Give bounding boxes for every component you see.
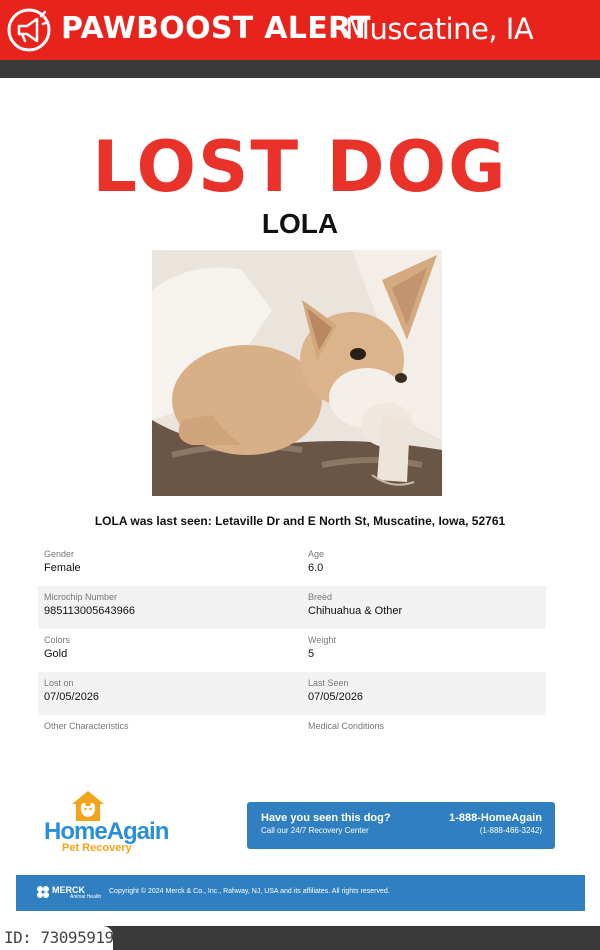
detail-label: Weight	[308, 635, 336, 645]
last-seen-text: LOLA was last seen: Letaville Dr and E North St, Muscatine, Iowa, 52761	[94, 514, 506, 528]
megaphone-icon	[7, 8, 51, 52]
merck-logo	[52, 885, 101, 900]
merck-wordmark: MERCK	[52, 885, 85, 895]
details-row	[38, 629, 546, 672]
detail-value: 985113005643966	[44, 605, 135, 617]
detail-medical-conditions	[308, 721, 384, 733]
copyright-text: Copyright © 2024 Merck & Co., Inc., Rahway, NJ, USA and its affiliates. All rights reserved.	[109, 888, 390, 895]
chihuahua-photo	[152, 250, 442, 496]
detail-label: Last Seen	[308, 678, 349, 688]
detail-gender	[44, 549, 81, 575]
detail-colors	[44, 635, 70, 661]
merck-subtext: Animal Health	[70, 894, 102, 900]
detail-breed	[308, 592, 402, 618]
merck-logo-icon	[36, 885, 50, 899]
homeagain-word-again: Again	[106, 818, 169, 845]
details-row	[38, 715, 546, 758]
detail-age	[308, 549, 324, 575]
detail-label: Age	[308, 549, 325, 559]
alert-location: Muscatine, IA	[345, 12, 534, 46]
detail-label: Medical Conditions	[308, 721, 385, 731]
detail-last-seen	[308, 678, 363, 704]
poster-headline: LOST DOG	[92, 126, 508, 208]
merck-footer	[16, 875, 585, 911]
cta-subtext: Call our 24/7 Recovery Center	[261, 826, 369, 835]
details-row	[38, 672, 546, 715]
details-row	[38, 543, 546, 586]
detail-value: Gold	[44, 648, 68, 660]
detail-value: Chihuahua & Other	[308, 605, 403, 617]
header-divider	[0, 60, 600, 78]
recovery-phone: 1-888-HomeAgain	[449, 812, 542, 824]
detail-label: Gender	[44, 549, 75, 559]
detail-weight	[308, 635, 336, 661]
details-row	[38, 586, 546, 629]
alert-id-box	[0, 926, 113, 950]
detail-label: Other Characteristics	[44, 721, 129, 731]
detail-lost-on	[44, 678, 99, 704]
brand-title: PAWBOOST ALERT	[61, 11, 371, 46]
detail-label: Microchip Number	[44, 592, 118, 602]
detail-value: 6.0	[308, 562, 324, 574]
detail-label: Colors	[44, 635, 71, 645]
pet-details	[38, 543, 546, 758]
detail-other-characteristics	[44, 721, 129, 733]
pet-name: LOLA	[261, 208, 339, 239]
recovery-call-box	[247, 802, 555, 849]
detail-value: 07/05/2026	[308, 691, 364, 703]
homeagain-subtitle: Pet Recovery	[62, 842, 132, 854]
alert-header	[0, 0, 600, 60]
detail-value: 07/05/2026	[44, 691, 100, 703]
alert-id: ID: 73095919	[4, 928, 114, 947]
homeagain-logo	[44, 790, 184, 856]
recovery-phone-digits: (1-888-466-3242)	[479, 826, 542, 835]
detail-label: Lost on	[44, 678, 74, 688]
detail-value: Female	[44, 562, 81, 574]
detail-microchip	[44, 592, 135, 618]
detail-label: Breed	[308, 592, 333, 602]
detail-value: 5	[308, 648, 315, 660]
homeagain-word-home: Home	[44, 818, 107, 845]
cta-question: Have you seen this dog?	[261, 812, 391, 824]
